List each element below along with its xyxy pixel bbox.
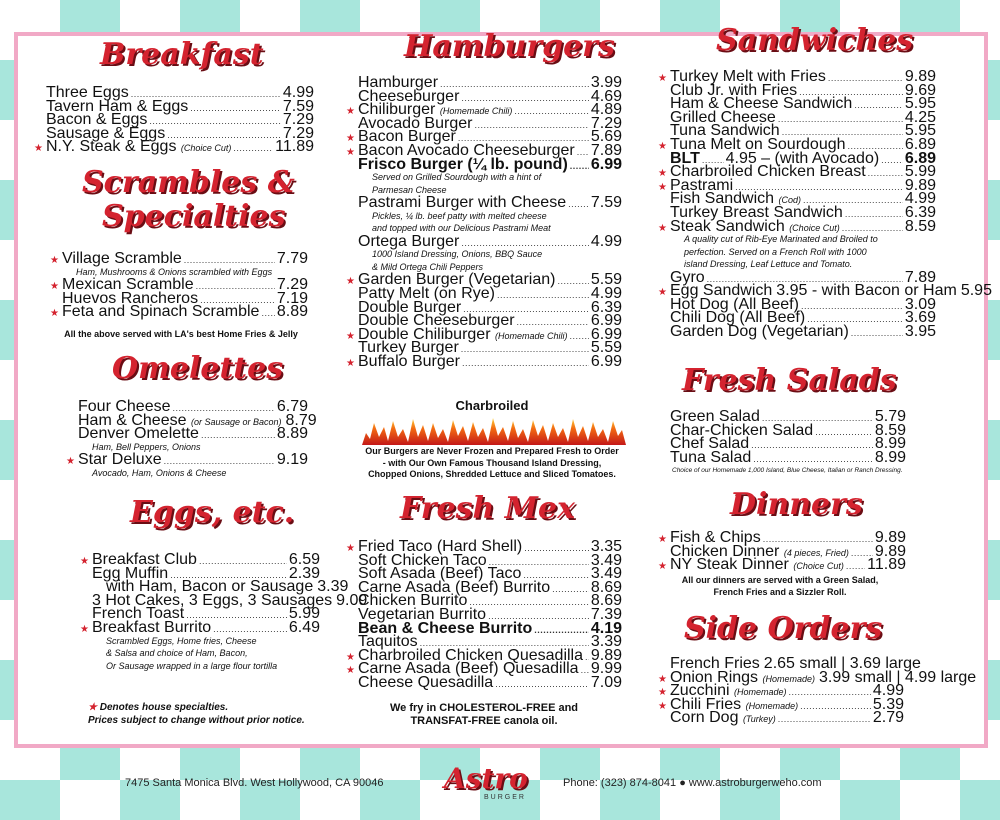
item-name (92, 618, 212, 636)
item-price: 5.95 (904, 122, 936, 140)
item-name-text: Ham & Cheese (78, 411, 187, 429)
item-price: 6.89 (904, 149, 936, 167)
item-name-text: with Ham, Bacon or Sausage (106, 578, 314, 596)
fry-note-line: We fry in CHOLESTEROL-FREE and (389, 702, 579, 714)
leader-dots (201, 427, 275, 443)
item-price: 4.99 (282, 84, 314, 101)
item-name (78, 453, 162, 467)
item-description: perfection. Served on a French Roll with 1000 (684, 246, 867, 257)
menu-item (658, 711, 904, 725)
star-icon: ★ (50, 255, 59, 266)
menu-item (66, 453, 308, 467)
contact-info: Phone: (323) 874-8041 ● www.astroburgerweho.com (563, 777, 822, 789)
item-price: 8.69 (590, 592, 622, 610)
item-name-text: Avocado Burger (358, 114, 473, 132)
item-price: 3.99 (590, 74, 622, 91)
item-price: 6.89 (904, 135, 936, 153)
breakfast-heading: Breakfast (100, 37, 264, 72)
item-name-text: Buffalo Burger (358, 352, 460, 370)
item-price: 5.99 (904, 163, 936, 181)
item-name-text: French Fries (670, 655, 760, 672)
charbroiled-note (356, 446, 628, 481)
item-note: (Homemade Chili) (439, 106, 513, 117)
item-name-text: Fried Taco (Hard Shell) (358, 538, 523, 555)
item-name-text: Grilled Cheese (670, 108, 776, 126)
item-description: Avocado, Ham, Onions & Cheese (92, 467, 227, 478)
scrambles-heading-line1: Scrambles & (82, 165, 295, 200)
item-price: 3.39 (317, 578, 349, 596)
item-name-text: 3 Hot Cakes, 3 Eggs, 3 Sausages (92, 591, 333, 609)
menu-item (658, 217, 936, 235)
item-name (62, 252, 182, 266)
item-name-text: Cheeseburger (358, 87, 460, 105)
item-name-text: Patty Melt (on Rye) (358, 284, 495, 302)
item-name-text: Garden Burger (Vegetarian) (358, 271, 556, 289)
leader-dots (462, 355, 589, 371)
eggs-heading: Eggs, etc. (130, 495, 295, 530)
item-name (358, 232, 460, 250)
sides-heading: Side Orders (684, 611, 883, 646)
item-name (358, 155, 568, 173)
item-price: 8.59 (874, 421, 906, 439)
item-price: 4.89 (590, 101, 622, 119)
item-description: 1000 Island Dressing, Onions, BBQ Sauce (372, 249, 543, 260)
charbroiled-label: Charbroiled (455, 398, 529, 413)
legend (88, 701, 305, 727)
omelettes-list (66, 398, 317, 479)
salads-heading: Fresh Salads (682, 363, 897, 398)
item-name-text: Chicken Burrito (358, 592, 468, 610)
item-price: 5.59 (590, 271, 622, 289)
item-price: 6.39 (904, 203, 936, 221)
leader-dots (851, 325, 903, 341)
scrambles-list (50, 252, 308, 319)
item-price: 3.49 (590, 551, 622, 569)
breakfast-list (34, 86, 314, 154)
item-name (46, 140, 231, 156)
charbroiled-note-line: Our Burgers are Never Frozen and Prepared Fresh to Order (365, 446, 619, 456)
item-name-text: Char-Chicken Salad (670, 421, 814, 439)
item-name-text: Steak Sandwich (670, 217, 785, 235)
star-icon: ★ (658, 73, 667, 84)
item-name (62, 305, 259, 319)
item-name-text: Double Burger (358, 298, 462, 316)
item-name-text: Pastrami (670, 176, 734, 194)
item-name-text: Ham & Cheese Sandwich (670, 95, 853, 113)
item-name-text: Bean & Cheese Burrito (358, 619, 533, 637)
item-price: 9.99 (590, 660, 622, 678)
item-price: 7.59 (282, 97, 314, 115)
star-icon: ★ (658, 287, 667, 299)
menu-item (346, 352, 622, 370)
star-icon: ★ (658, 687, 667, 699)
star-icon: ★ (346, 357, 355, 369)
item-name-text: Huevos Rancheros (62, 289, 199, 307)
item-name-text: Turkey Melt with Fries (670, 68, 826, 85)
item-price: 9.89 (904, 68, 936, 85)
leader-dots (846, 558, 865, 574)
sandwiches-heading: Sandwiches (716, 23, 914, 58)
item-price: 5.79 (874, 408, 906, 425)
item-price: 7.19 (276, 289, 308, 307)
item-price: 3.39 (590, 633, 622, 651)
item-name-text: Chicken Dinner (670, 542, 780, 560)
item-price: 5.69 (590, 128, 622, 146)
item-name-text: Pastrami Burger with Cheese (358, 194, 567, 212)
item-price: 11.89 (275, 138, 314, 156)
item-description: Ham, Bell Peppers, Onions (92, 441, 201, 452)
item-name-text: Chili Dog (All Beef) (670, 309, 806, 327)
hamburgers-heading: Hamburgers (404, 29, 615, 64)
item-price: 6.39 (590, 298, 622, 316)
item-note: (Choice Cut) (789, 222, 840, 233)
legend-line1: Denotes house specialties. (99, 702, 229, 713)
star-icon: ★ (346, 276, 355, 288)
item-name (670, 711, 776, 727)
leader-dots (495, 676, 589, 692)
item-price: 9.89 (874, 529, 906, 546)
blt-avocado-price: 4.95 – (with Avocado) (725, 149, 880, 167)
item-description: Parmesan Cheese (372, 184, 447, 195)
item-price: 7.39 (590, 605, 622, 623)
item-price: 4.99 (590, 284, 622, 302)
star-icon: ★ (50, 281, 59, 293)
item-name (670, 448, 752, 466)
legend-line2: Prices subject to change without prior notice. (88, 715, 305, 726)
item-price: 9.89 (904, 176, 936, 194)
address: 7475 Santa Monica Blvd. West Hollywood, CA 90046 (125, 777, 384, 789)
item-note: (Homemade) (734, 687, 787, 698)
item-price: 2.65 small | 3.69 large (763, 655, 921, 672)
item-price: 2.39 (288, 564, 320, 582)
item-price: 7.59 (590, 194, 622, 212)
item-name-text: Vegetarian Burrito (358, 605, 487, 623)
item-name-text: Double Cheeseburger (358, 312, 515, 330)
item-price: 2.79 (872, 709, 904, 727)
charbroiled-note-line: Chopped Onions, Shredded Lettuce and Sliced Tomatoes. (368, 469, 616, 479)
item-name-text: Carne Asada (Beef) Burrito (358, 578, 551, 596)
item-description: and topped with our Delicious Pastrami Meat (372, 223, 551, 234)
item-name-text: Star Deluxe (78, 451, 162, 469)
item-name-text: Turkey Breast Sandwich (670, 203, 843, 221)
item-price: 4.99 (590, 232, 622, 250)
item-name-text: Soft Chicken Taco (358, 551, 487, 569)
item-description: Scrambled Eggs, Home fries, Cheese (106, 635, 257, 646)
item-price: 8.89 (276, 303, 308, 321)
item-price: 6.99 (590, 352, 622, 370)
item-price: 9.89 (874, 542, 906, 560)
item-price: 4.19 (590, 619, 622, 637)
charbroiled-note-line: - with Our Own Famous Thousand Island Dressing, (382, 457, 602, 468)
item-price: 6.99 (590, 325, 622, 343)
item-name-text: Tavern Ham & Eggs (46, 97, 189, 115)
salads-list (658, 410, 906, 464)
scrambles-footnote: All the above served with LA's best Home Fries & Jelly (64, 329, 298, 339)
item-name-text: Sausage & Eggs (46, 124, 166, 142)
item-name-text: Bacon & Eggs (46, 111, 148, 129)
item-name-text: Hot Dog (All Beef) (670, 295, 799, 313)
item-name-text: Egg Muffin (92, 564, 169, 582)
item-price: 4.25 (904, 108, 936, 126)
star-icon: ★ (88, 702, 97, 713)
item-price: 8.99 (874, 448, 906, 466)
item-name-text: Taquitos (358, 633, 418, 651)
star-icon: ★ (658, 140, 667, 152)
item-name-text: Feta and Spinach Scramble (62, 303, 260, 321)
star-icon: ★ (346, 146, 355, 158)
star-icon: ★ (658, 168, 667, 180)
star-icon: ★ (346, 651, 355, 663)
item-name-text: Double Chiliburger (358, 325, 491, 343)
item-name-text: Tuna Sandwich (670, 122, 780, 140)
item-price: 5.59 (590, 339, 622, 357)
item-price: 6.59 (288, 551, 320, 568)
item-price: 8.69 (590, 578, 622, 596)
item-price: 5.95 (960, 282, 992, 300)
item-name-text: Village Scramble (62, 250, 182, 267)
star-icon: ★ (658, 561, 667, 573)
flames-icon (362, 415, 626, 445)
item-price: 7.29 (282, 111, 314, 129)
astro-logo: Astro (444, 762, 528, 795)
star-icon: ★ (346, 133, 355, 145)
item-note: (Choice Cut) (793, 561, 844, 572)
menu-item (50, 305, 308, 319)
item-name-text: Fish & Chips (670, 529, 761, 546)
item-name-text: Denver Omelette (78, 425, 199, 443)
fry-note-line: TRANSFAT-FREE canola oil. (410, 715, 558, 727)
item-price: 8.59 (904, 217, 936, 235)
item-note: (4 pieces, Fried) (783, 547, 849, 558)
item-name-text: Mexican Scramble (62, 276, 194, 294)
item-description: Or Sausage wrapped in a large flour tortilla (106, 660, 278, 671)
leader-dots (568, 196, 589, 212)
dinners-note-line: French Fries and a Sizzler Roll. (713, 587, 847, 597)
item-name-text: Cheese Quesadilla (358, 673, 494, 691)
item-price: 9.89 (590, 646, 622, 664)
item-price: 8.79 (285, 411, 317, 429)
menu-item (658, 558, 906, 572)
item-price: 7.79 (276, 250, 308, 267)
menu-item (346, 155, 622, 173)
star-icon: ★ (658, 534, 667, 545)
menu-item (50, 252, 308, 266)
item-name-text: Tuna Melt on Sourdough (670, 135, 846, 153)
item-name-text: Four Cheese (78, 398, 171, 415)
item-price: 6.99 (590, 312, 622, 330)
item-name-text: French Toast (92, 605, 185, 623)
item-price: 9.19 (276, 451, 308, 469)
item-price: 7.29 (282, 124, 314, 142)
item-name-text: Carne Asada (Beef) Quesadilla (358, 660, 579, 678)
item-name-text: Breakfast Burrito (92, 618, 212, 636)
freshmex-heading: Fresh Mex (400, 491, 575, 526)
item-note: (Homemade) (762, 673, 816, 684)
item-name-text: Chiliburger (358, 101, 436, 119)
item-name-text: Turkey Burger (358, 339, 459, 357)
eggs-list (80, 551, 368, 672)
item-name (670, 558, 844, 574)
item-name-text: N.Y. Steak & Eggs (46, 138, 177, 156)
item-name-text: Bacon Avocado Cheeseburger (358, 141, 575, 159)
item-note: (Turkey) (742, 714, 776, 725)
item-name-text: Bacon Burger (358, 128, 456, 146)
leader-dots (570, 158, 589, 174)
item-price: 6.99 (590, 155, 622, 173)
item-price: 11.89 (867, 556, 906, 574)
item-name: Egg Sandwich (670, 282, 773, 300)
item-price: 3.09 (904, 295, 936, 313)
egg-sandwich-option: 3.95 - with Bacon or Ham (776, 282, 957, 300)
item-price: 6.49 (288, 618, 320, 636)
omelettes-heading: Omelettes (112, 351, 284, 386)
star-icon: ★ (34, 143, 43, 155)
item-name-text: Garden Dog (Vegetarian) (670, 323, 849, 340)
item-name (670, 325, 849, 339)
item-name (358, 673, 494, 691)
menu-item (346, 673, 622, 691)
item-price: 5.39 (872, 695, 904, 713)
item-price: 8.89 (276, 425, 308, 443)
item-price: 4.99 (904, 190, 936, 208)
item-price: 7.29 (590, 114, 622, 132)
item-price: 7.29 (276, 276, 308, 294)
dinners-note-line: All our dinners are served with a Green Salad, (681, 575, 879, 585)
item-price: 3.49 (590, 565, 622, 583)
star-icon: ★ (80, 556, 89, 567)
dinners-note (664, 574, 896, 598)
item-name-text: Soft Asada (Beef) Taco (358, 565, 522, 583)
star-icon: ★ (346, 106, 355, 118)
item-note: (Choice Cut) (180, 143, 232, 154)
item-note: (Cod) (778, 195, 802, 206)
item-price: 3.35 (590, 538, 622, 555)
item-description: Pickles, ¼ lb. beef patty with melted cheese (372, 210, 547, 221)
item-note: (or Sausage or Bacon) (190, 416, 282, 427)
menu-item (346, 196, 622, 210)
item-name-text: Chili Fries (670, 695, 742, 713)
item-name (78, 427, 199, 441)
item-price: 3.69 (904, 309, 936, 327)
sandwiches-list (658, 68, 992, 340)
item-name-text: Corn Dog (670, 709, 739, 727)
freshmex-list (346, 540, 622, 690)
item-price: 9.69 (904, 81, 936, 99)
item-name-text: Gyro (670, 268, 705, 286)
item-price: 9.09 (336, 591, 368, 609)
star-icon: ★ (658, 222, 667, 234)
fry-note (350, 702, 618, 728)
menu-item (658, 325, 936, 339)
item-name-text: Breakfast Club (92, 551, 197, 568)
item-price: 5.99 (288, 605, 320, 623)
star-icon: ★ (50, 308, 59, 320)
salads-note: Choice of our Homemade 1,000 Island, Blue Cheese, Italian or Ranch Dressing. (672, 467, 903, 474)
item-name-text: Charbroiled Chicken Quesadilla (358, 646, 584, 664)
star-icon: ★ (66, 456, 75, 468)
star-icon: ★ (346, 330, 355, 342)
item-description: Ham, Mushrooms & Onions scrambled with Eggs (76, 266, 273, 277)
dinners-heading: Dinners (730, 487, 863, 522)
leader-dots (261, 305, 274, 321)
star-icon: ★ (80, 623, 89, 635)
item-price: 5.95 (904, 95, 936, 113)
menu-item (80, 618, 320, 636)
item-name: BLT (670, 149, 700, 167)
item-price: 7.09 (590, 673, 622, 691)
item-name-text: Frisco Burger (¼ lb. pound) (358, 155, 568, 173)
item-price: 3.95 (904, 323, 936, 340)
item-name-text: Charbroiled Chicken Breast (670, 163, 866, 181)
menu-item (34, 140, 314, 154)
star-icon: ★ (658, 673, 667, 685)
item-price: 4.99 (872, 682, 904, 700)
menu-item (658, 448, 906, 466)
item-name-text: Fish Sandwich (670, 190, 775, 208)
item-name-text: Zucchini (670, 682, 730, 700)
item-price: 6.79 (276, 398, 308, 415)
item-name-text: Ortega Burger (358, 232, 460, 250)
leader-dots (753, 451, 873, 467)
star-icon: ★ (346, 665, 355, 677)
item-description: A quality cut of Rib-Eye Marinated and Broiled to (684, 234, 878, 245)
item-name-text: Onion Rings (670, 668, 759, 686)
item-price: 4.69 (590, 87, 622, 105)
item-name (358, 352, 460, 370)
item-price: 7.89 (904, 268, 936, 286)
item-price: 7.89 (590, 141, 622, 159)
leader-dots (233, 140, 273, 156)
item-price: 8.99 (874, 435, 906, 453)
star-icon: ★ (346, 543, 355, 554)
menu-item (346, 232, 622, 250)
item-name (358, 196, 566, 210)
item-note: (Homemade) (745, 700, 799, 711)
item-name-text: NY Steak Dinner (670, 556, 789, 574)
star-icon: ★ (658, 700, 667, 712)
item-name-text: Hamburger (358, 74, 439, 91)
scrambles-heading-line2: Specialties (102, 199, 286, 234)
dinners-list (658, 531, 906, 572)
menu-item (66, 427, 308, 441)
star-icon: ★ (658, 181, 667, 193)
item-note: (Homemade Chili) (494, 330, 568, 341)
item-description: & Mild Ortega Chili Peppers (372, 261, 484, 272)
hamburgers-list (346, 76, 622, 369)
item-description: Served on Grilled Sourdough with a hint of (372, 172, 542, 183)
leader-dots (778, 711, 871, 727)
item-name-text: Chef Salad (670, 435, 750, 453)
item-name-text: Club Jr. with Fries (670, 81, 798, 99)
item-price: 3.99 small | 4.99 large (819, 668, 977, 686)
item-name-text: Three Eggs (46, 84, 129, 101)
item-name-text: Tuna Salad (670, 448, 752, 466)
astro-logo-sub: BURGER (484, 794, 526, 801)
item-description: & Salsa and choice of Ham, Bacon, (106, 648, 248, 659)
item-name-text: Green Salad (670, 408, 760, 425)
sides-list (658, 655, 977, 727)
item-description: island Dressing, Leaf Lettuce and Tomato. (684, 259, 853, 270)
